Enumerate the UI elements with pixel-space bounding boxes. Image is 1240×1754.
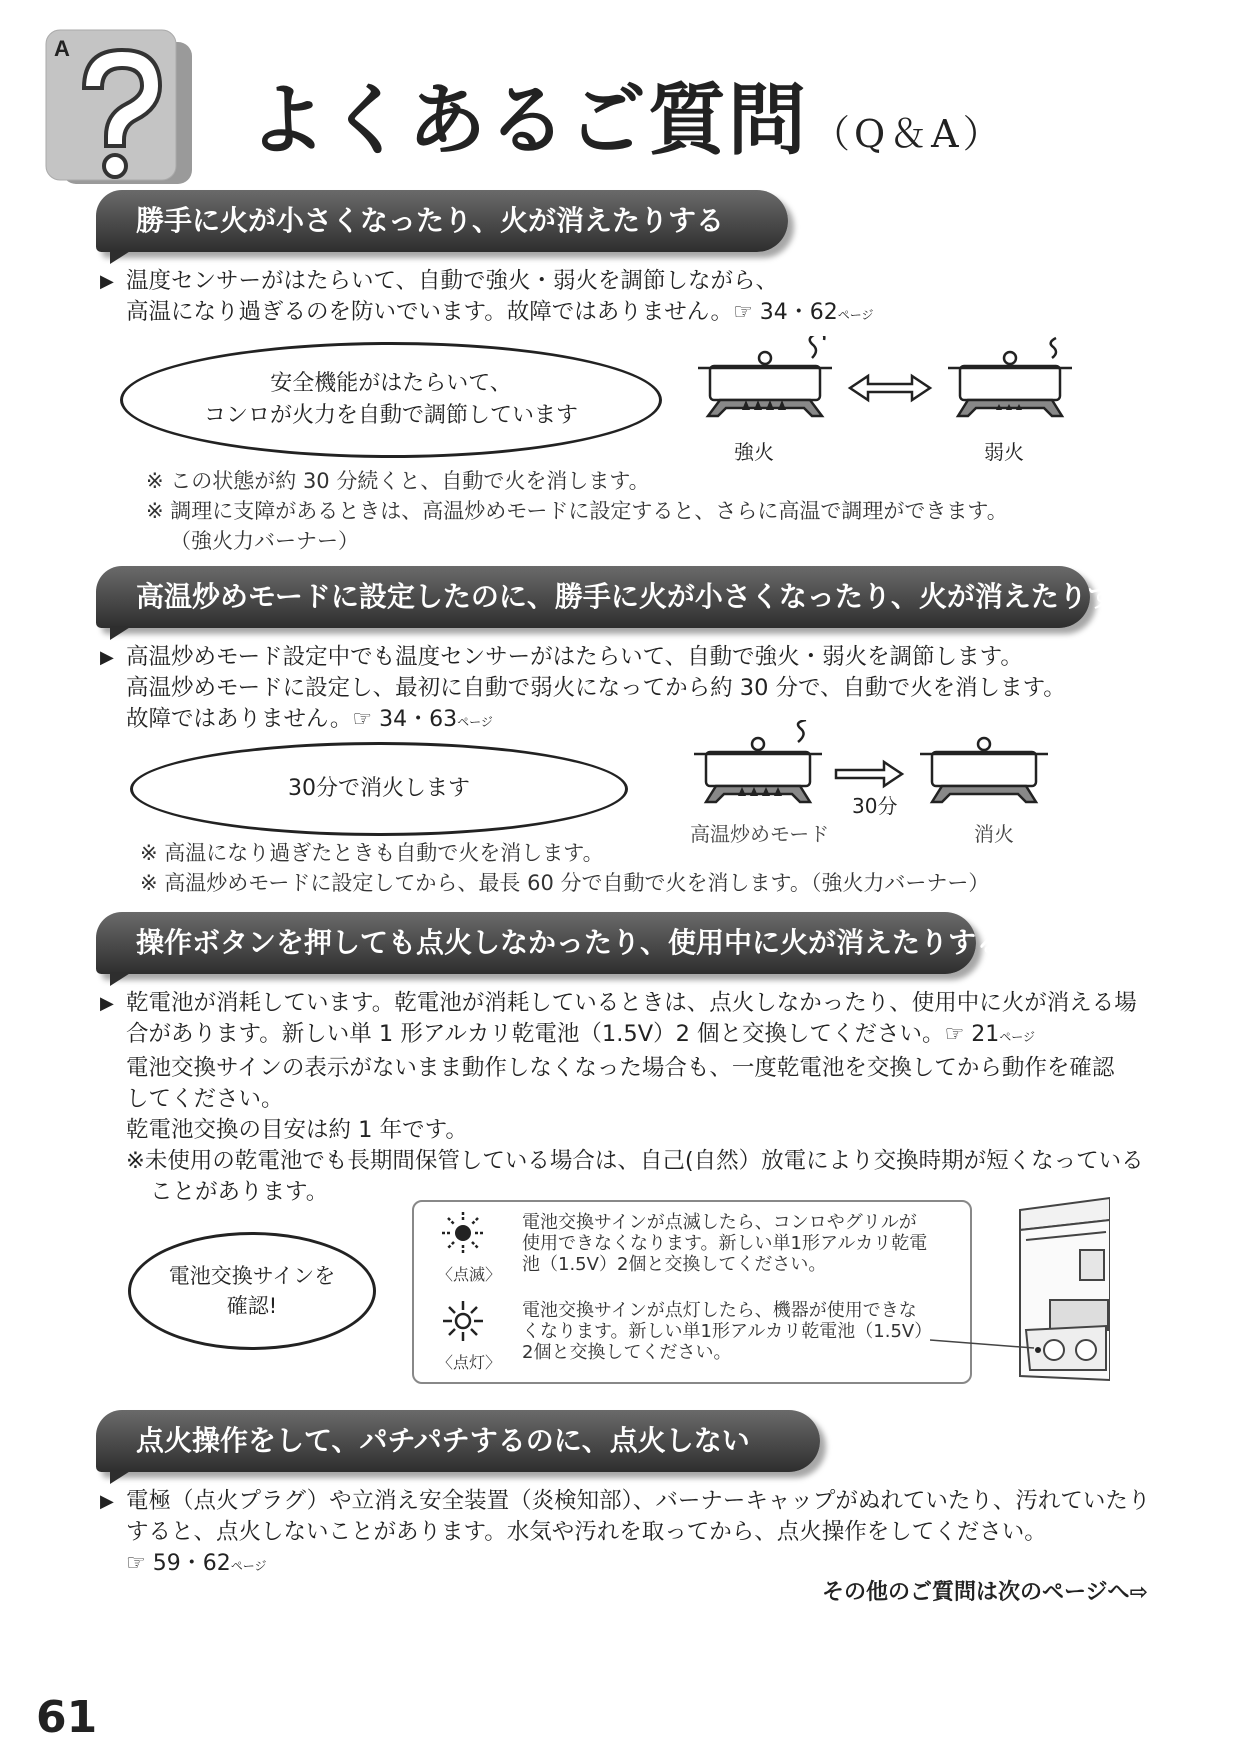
- section-3-body: [100, 988, 1144, 1208]
- page-number: 61: [36, 1692, 98, 1743]
- qa-badge-icon: [44, 28, 194, 186]
- body-line: ※未使用の乾電池でも長期間保管している場合は、自己(自然）放電により交換時期が短くなっている: [126, 1148, 1144, 1174]
- stove-panel-illustration: [930, 1190, 1110, 1390]
- callout-line: 確認!: [226, 1294, 278, 1318]
- badge-letter: A: [54, 36, 70, 61]
- bullet-icon: ▶: [100, 993, 114, 1014]
- sign-line: 池（1.5V）2個と交換してください。: [522, 1254, 827, 1275]
- section-heading: 操作ボタンを押しても点火しなかったり、使用中に火が消えたりする: [96, 912, 976, 974]
- callout-ellipse: [128, 1232, 376, 1350]
- note-line: （強火力バーナー）: [170, 529, 359, 553]
- figure-label: 高温炒めモード: [690, 822, 830, 846]
- body-line: 高温になり過ぎるのを防いでいます。故障ではありません。: [126, 299, 734, 325]
- burner-adjust-figure: [690, 336, 1090, 436]
- section-1-body: [100, 266, 874, 331]
- body-line: ことがあります。: [150, 1179, 329, 1205]
- figure-label: 30分: [852, 794, 898, 818]
- sign-description: [522, 1212, 927, 1275]
- page-title-sub: （Q＆A）: [812, 112, 1005, 156]
- page-unit: ページ: [457, 715, 493, 729]
- callout-line: 電池交換サインを: [168, 1264, 336, 1288]
- page-unit: ページ: [230, 1559, 267, 1573]
- reference-icon: ☞: [352, 707, 373, 732]
- page-reference: ☞ 59・62ページ: [126, 1551, 267, 1576]
- reference-icon: ☞: [126, 1551, 146, 1576]
- bullet-icon: ▶: [100, 271, 114, 292]
- body-line: 高温炒めモード設定中でも温度センサーがはたらいて、自動で強火・弱火を調節します。: [126, 644, 1023, 670]
- note-line: ※ この状態が約 30 分続くと、自動で火を消します。: [146, 469, 650, 493]
- blinking-sign-icon: [440, 1210, 486, 1256]
- page-unit: ページ: [837, 308, 874, 322]
- body-line: 電池交換サインの表示がないまま動作しなくなった場合も、一度乾電池を交換してから動作を確認: [126, 1055, 1115, 1081]
- callout-line: 30分で消火します: [288, 776, 470, 801]
- figure-label: 弱火: [984, 440, 1024, 464]
- reference-icon: ☞: [944, 1022, 965, 1047]
- body-line: 合があります。新しい単 1 形アルカリ乾電池（1.5V）2 個と交換してください。: [126, 1021, 945, 1047]
- page-reference: ☞ 34・62ページ: [733, 300, 874, 325]
- reference-icon: ☞: [733, 300, 753, 325]
- figure-label: 消火: [974, 822, 1014, 846]
- sign-line: くなります。新しい単1形アルカリ乾電池（1.5V）: [522, 1321, 933, 1342]
- note-line: ※ 調理に支障があるときは、高温炒めモードに設定すると、さらに高温で調理ができます。: [146, 499, 1008, 523]
- body-line: 温度センサーがはたらいて、自動で強火・弱火を調節しながら、: [126, 268, 779, 294]
- lit-sign-icon: [440, 1298, 486, 1344]
- sign-caption: 〈点滅〉: [437, 1265, 502, 1284]
- body-line: 電極（点火プラグ）や立消え安全装置（炎検知部）、バーナーキャップがぬれていたり、汚れていたり: [126, 1488, 1151, 1514]
- body-line: 乾電池交換の目安は約 1 年です。: [126, 1117, 468, 1143]
- section-heading: 勝手に火が小さくなったり、火が消えたりする: [96, 190, 788, 252]
- page-unit: ページ: [999, 1030, 1036, 1044]
- body-line: 故障ではありません。: [126, 706, 353, 732]
- sign-line: 電池交換サインが点滅したら、コンロやグリルが: [522, 1212, 917, 1233]
- figure-label: 強火: [734, 440, 774, 464]
- page-title: よくあるご質問 （Q＆A）: [248, 75, 1005, 166]
- callout-line: コンロが火力を自動で調節しています: [203, 403, 578, 428]
- sign-line: 電池交換サインが点灯したら、機器が使用できな: [522, 1300, 917, 1321]
- sign-description: [522, 1300, 932, 1363]
- body-line: 乾電池が消耗しています。乾電池が消耗しているときは、点火しなかったり、使用中に火が消える場: [126, 990, 1137, 1016]
- next-page-link[interactable]: その他のご質問は次のページへ⇨: [822, 1580, 1148, 1605]
- body-line: 高温炒めモードに設定し、最初に自動で弱火になってから約 30 分で、自動で火を消します。: [126, 675, 1066, 701]
- page-reference: ☞ 21ページ: [944, 1022, 1036, 1047]
- callout-ellipse: [120, 342, 662, 458]
- note-line: ※ 高温になり過ぎたときも自動で火を消します。: [140, 841, 604, 865]
- callout-line: 安全機能がはたらいて、: [270, 371, 512, 396]
- sign-caption: 〈点灯〉: [437, 1353, 502, 1372]
- callout-ellipse: [130, 742, 628, 836]
- body-line: してください。: [126, 1086, 284, 1112]
- section-heading: 点火操作をして、パチパチするのに、点火しない: [96, 1410, 820, 1472]
- section-4-body: [100, 1486, 1150, 1582]
- page-reference: ☞ 34・63ページ: [352, 707, 493, 732]
- bullet-icon: ▶: [100, 647, 114, 668]
- sign-line: 2個と交換してください。: [522, 1342, 732, 1363]
- section-heading: 高温炒めモードに設定したのに、勝手に火が小さくなったり、火が消えたりする: [96, 566, 1090, 628]
- note-line: ※ 高温炒めモードに設定してから、最長 60 分で自動で火を消します。（強火力バーナー）: [140, 871, 990, 895]
- sign-line: 使用できなくなります。新しい単1形アルカリ乾電: [522, 1233, 928, 1254]
- body-line: すると、点火しないことがあります。水気や汚れを取ってから、点火操作をしてください。: [126, 1519, 1047, 1545]
- bullet-icon: ▶: [100, 1491, 114, 1512]
